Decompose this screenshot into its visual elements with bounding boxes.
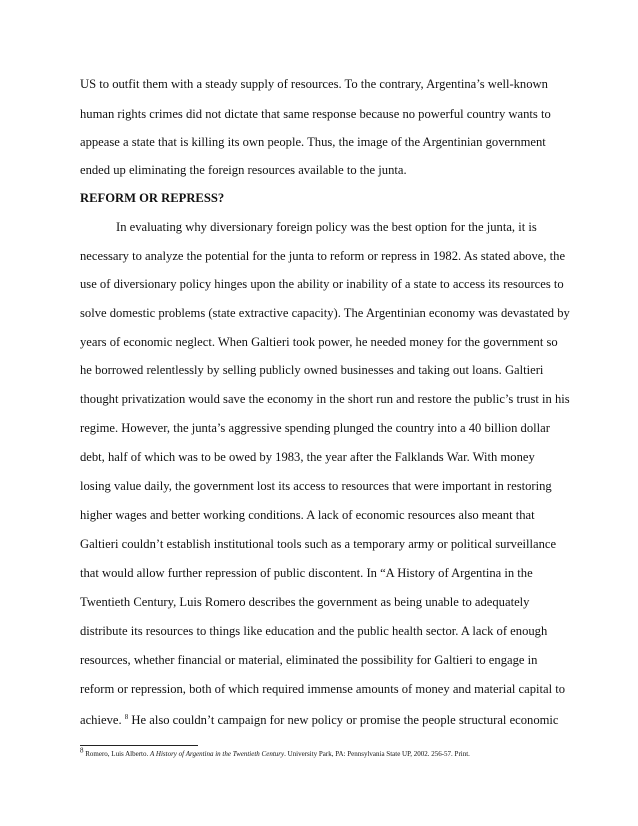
body-text: achieve. [80, 713, 125, 727]
body-line: solve domestic problems (state extractive capacity). The Argentinian economy was devastated by [80, 306, 570, 320]
body-line: In evaluating why diversionary foreign policy was the best option for the junta, it is [116, 220, 537, 234]
footnote-marker: 8 [80, 746, 84, 755]
body-line: Galtieri couldn’t establish institutional tools such as a temporary army or political surveillance [80, 537, 557, 551]
body-line: losing value daily, the government lost its access to resources that were important in restoring [80, 479, 552, 493]
body-line: human rights crimes did not dictate that same response because no powerful country wants to [80, 107, 551, 121]
body-line-with-footnote-ref [80, 712, 559, 728]
body-line: distribute its resources to things like education and the public health sector. A lack of enough [80, 624, 548, 638]
body-line: thought privatization would save the economy in the short run and restore the public’s trust in his [80, 392, 570, 406]
body-line: higher wages and better working conditions. A lack of economic resources also meant that [80, 508, 535, 522]
footnote-text: Romero, Luis Alberto. [83, 750, 150, 758]
body-line: debt, half of which was to be owed by 1983, the year after the Falklands War. With money [80, 450, 535, 464]
footnote-reference: 8 [124, 712, 129, 721]
footnote-book-title: A History of Argentina in the Twentieth Century [150, 750, 285, 758]
body-line: Twentieth Century, Luis Romero describes the government as being unable to adequately [80, 595, 530, 609]
body-text: He also couldn’t campaign for new policy or promise the people structural economic [128, 713, 559, 727]
footnote-text: . University Park, PA: Pennsylvania State UP, 2002. 256-57. Print. [284, 750, 470, 758]
body-line: reform or repression, both of which required immense amounts of money and material capital to [80, 682, 566, 696]
body-line: regime. However, the junta’s aggressive spending plunged the country into a 40 billion dollar [80, 421, 550, 435]
footnote [80, 746, 470, 759]
body-line: resources, whether financial or material, eliminated the possibility for Galtieri to engage in [80, 653, 538, 667]
body-line: US to outfit them with a steady supply of resources. To the contrary, Argentina’s well-known [80, 77, 548, 91]
footnote-separator [80, 745, 198, 746]
section-heading: REFORM OR REPRESS? [80, 191, 225, 205]
body-line: years of economic neglect. When Galtieri took power, he needed money for the government so [80, 335, 558, 349]
body-line: that would allow further repression of public discontent. In “A History of Argentina in the [80, 566, 533, 580]
body-line: ended up eliminating the foreign resources available to the junta. [80, 163, 407, 177]
body-line: necessary to analyze the potential for the junta to reform or repress in 1982. As stated above, the [80, 249, 566, 263]
body-line: use of diversionary policy hinges upon the ability or inability of a state to access its resources to [80, 277, 564, 291]
body-line: he borrowed relentlessly by selling publicly owned businesses and taking out loans. Galtieri [80, 363, 544, 377]
body-line: appease a state that is killing its own people. Thus, the image of the Argentinian government [80, 135, 546, 149]
